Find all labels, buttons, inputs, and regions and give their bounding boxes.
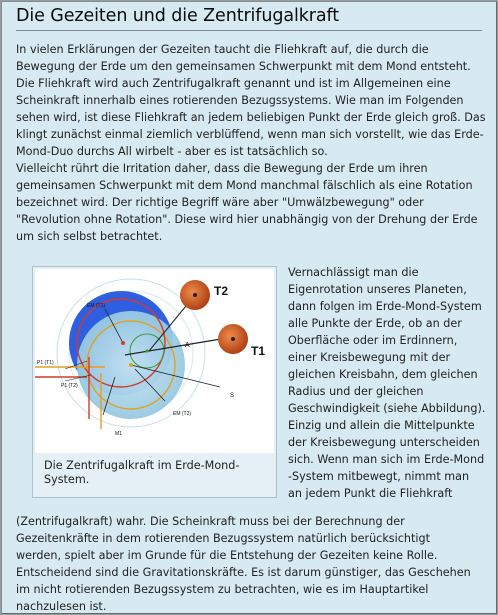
bottom-line: im nicht rotierenden Bezugssystem zu betrachten, wie es im Hauptartikel — [16, 583, 429, 596]
side-line: sich. Wenn man sich im Erde-Mond — [288, 453, 485, 466]
side-line: -System mitbewegt, nimmt man — [288, 470, 470, 483]
side-line: an jedem Punkt die Fliehkraft — [288, 487, 453, 500]
side-line: der Kreisbewegung unterscheiden — [288, 436, 480, 449]
side-line: Eigenrotation unseres Planeten, — [288, 283, 467, 296]
side-line: Einzig und allein die Mittelpunkte — [288, 419, 475, 432]
label-p1-t1: P1 (T1) — [37, 360, 54, 366]
side-line: einer Kreisbewegung mit der — [288, 351, 451, 364]
side-line: dann folgen im Erde-Mond-System — [288, 300, 482, 313]
intro-text — [16, 41, 486, 245]
bottom-line: nachzulesen ist. — [16, 600, 107, 613]
article-frame — [1, 1, 497, 614]
figure-box — [32, 266, 277, 498]
bottom-line: Gezeitenkräfte in dem rotierenden Bezugssystem natürlich berücksichtigt — [16, 532, 430, 545]
earth-moon-diagram[interactable] — [35, 269, 274, 453]
side-line: Radius und der gleichen — [288, 385, 424, 398]
intro-paragraph-1: In vielen Erklärungen der Gezeiten taucht die Fliehkraft auf, die durch die Bewegung der Erde um den gemeinsamen Schwerpunkt mit dem Mond entsteht. Die Fliehkraft wird auch Zentrifugalkraft genannt und ist im Allgemeinen eine Scheinkraft innerhalb eines rotierenden Bezugssystems. Wie man im Folgenden sehen wird, ist diese Fliehkraft an jedem beliebigen Punkt der Erde gleich groß. Das klingt zunächst einmal ziemlich verblüffend, wenn man sich vorstellt, wie das Erde-Mond-Duo durchs All wirbelt - aber es ist tatsächlich so. — [16, 43, 486, 158]
page-title: Die Gezeiten und die Zentrifugalkraft — [16, 6, 482, 31]
bottom-line: (Zentrifugalkraft) wahr. Die Scheinkraft muss bei der Berechnung der — [16, 515, 405, 528]
side-line: Oberfläche oder im Erdinnern, — [288, 334, 458, 347]
label-a: A — [185, 342, 190, 349]
side-line: Vernachlässigt man die — [288, 266, 419, 279]
label-t2: T2 — [214, 284, 229, 298]
side-line: alle Punkte der Erde, ob an der — [288, 317, 462, 330]
label-em-t2: EM (T2) — [173, 411, 192, 417]
intro-paragraph-2: Vielleicht rührt die Irritation daher, dass die Bewegung der Erde um ihren gemeinsamen Schwerpunkt mit dem Mond manchmal fälschlich als eine Rotation bezeichnet wird. Der richtige Begriff wäre aber "Umwälzbewegung" oder "Revolution ohne Rotation". Diese wird hier unabhängig von der Drehung der Erde um sich selbst betrachtet. — [16, 162, 478, 243]
label-t1: T1 — [251, 344, 266, 358]
label-p1-t2: P1 (T2) — [61, 383, 78, 389]
side-line: gleichen Kreisbahn, dem gleichen — [288, 368, 478, 381]
diagram-svg — [35, 269, 274, 453]
label-s: S — [230, 393, 235, 399]
bottom-line: werden, spielt aber im Grunde für die Entstehung der Gezeiten keine Rolle. — [16, 549, 438, 562]
bottom-text — [16, 513, 486, 614]
side-text — [288, 264, 488, 502]
side-line: Geschwindigkeit (siehe Abbildung). — [288, 402, 486, 415]
bottom-line: Entscheidend sind die Gravitationskräfte. Es ist darum günstiger, das Geschehen — [16, 566, 471, 579]
figure-caption: Die Zentrifugalkraft im Erde-Mond-System. — [44, 459, 240, 486]
label-em-t1: EM (T1) — [87, 303, 106, 309]
label-m1: M1 — [115, 431, 122, 437]
